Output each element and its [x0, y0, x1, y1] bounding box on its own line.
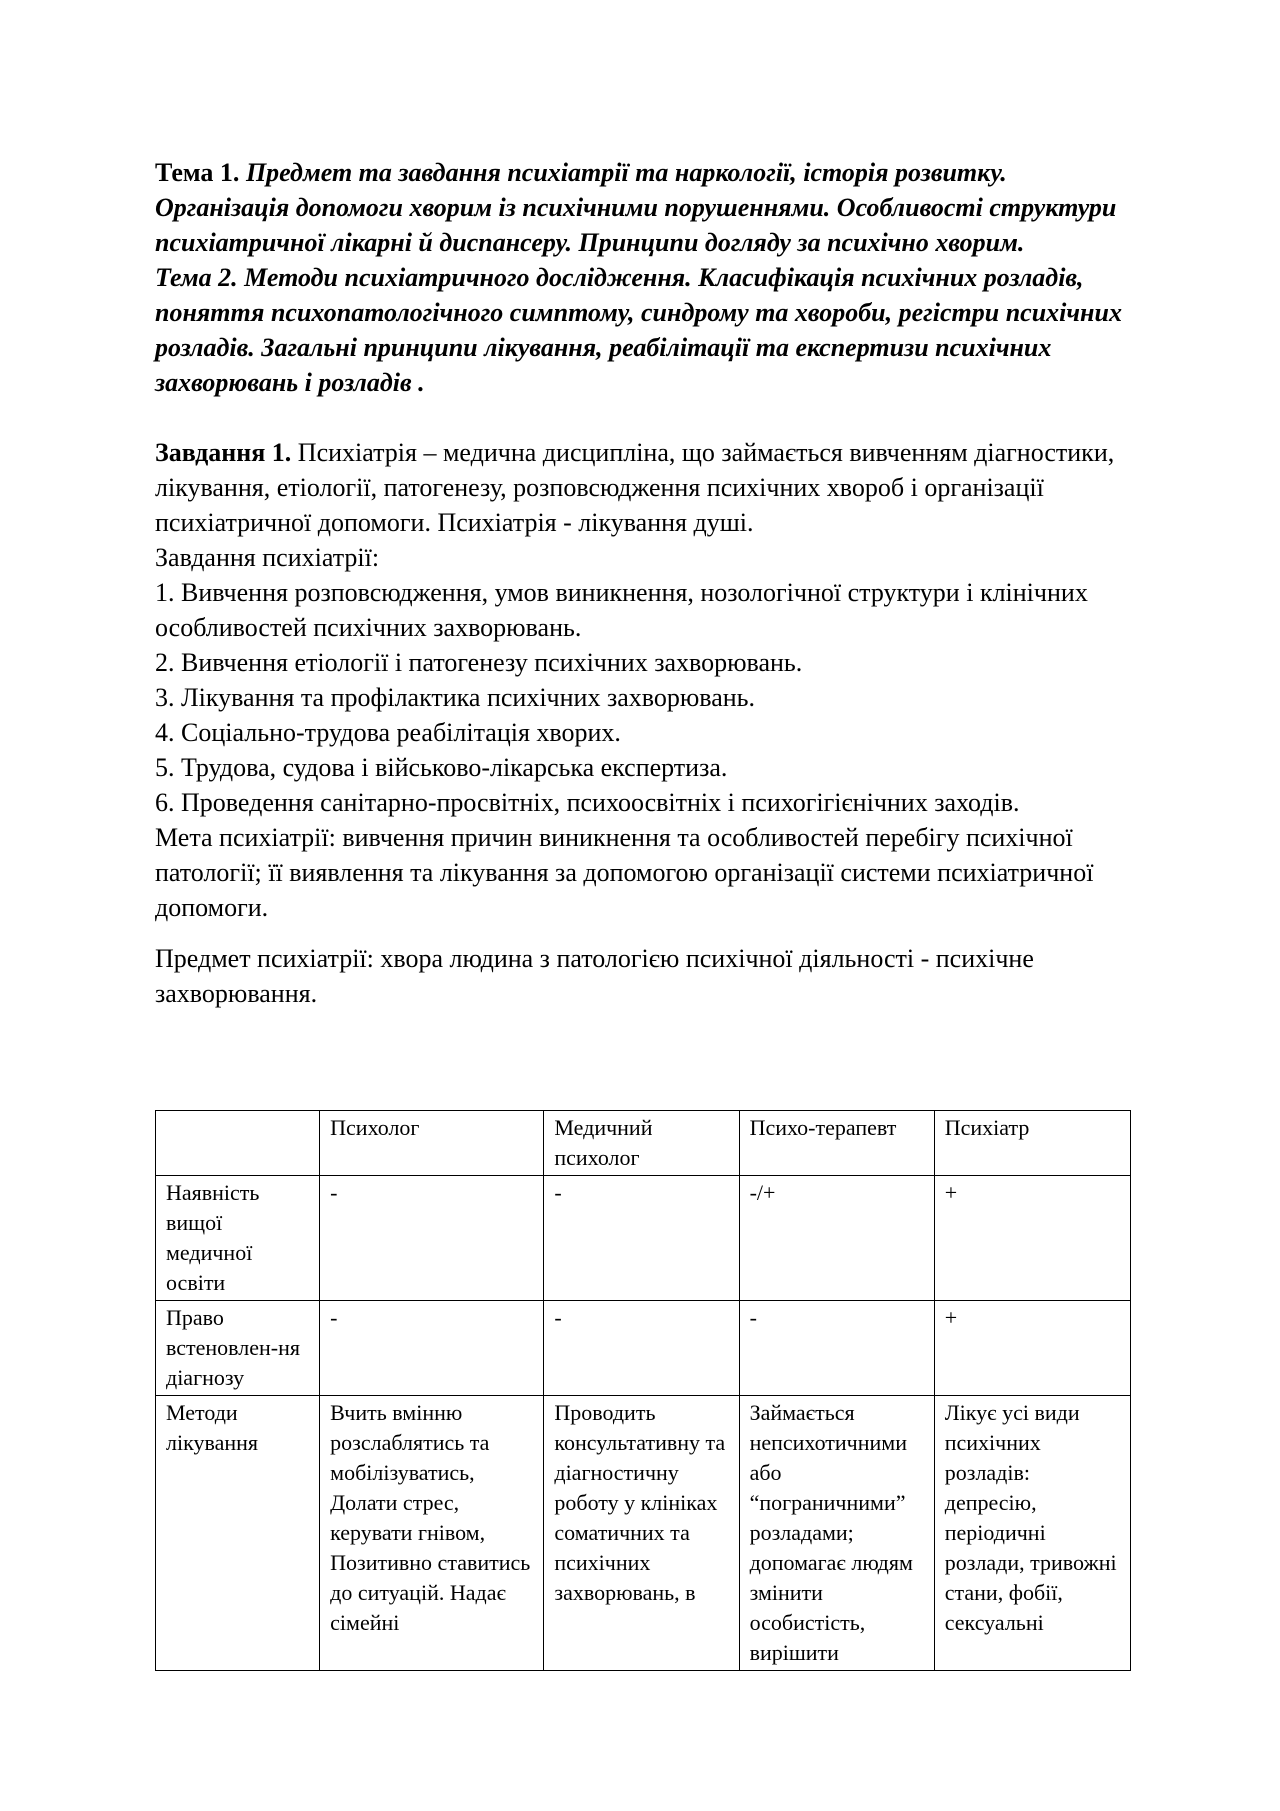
task-intro [155, 435, 1133, 540]
topic-2-title: Методи психіатричного дослідження. Класифікація психічних розладів, поняття психопатологічного симптому, синдрому та хвороби, регістри психічних розладів. Загальні принципи лікування, реабілітації та експертизи психічних захворювань і розладів . [155, 263, 1122, 397]
document-body [155, 155, 1133, 1011]
table-row [156, 1176, 1131, 1301]
comparison-table [155, 1110, 1131, 1671]
task-item-1: 1. Вивчення розповсюдження, умов виникнення, нозологічної структури і клінічних особливостей психічних захворювань. [155, 578, 1088, 642]
table-cell: Лікує усі види психічних розладів: депресію, періодичні розлади, тривожні стани, фобії, сексуальні [934, 1396, 1130, 1671]
table-row [156, 1396, 1131, 1671]
task-intro-text: Психіатрія – медична дисципліна, що займається вивченням діагностики, лікування, етіології, патогенезу, розповсюдження психічних хвороб і організації психіатричної допомоги. Психіатрія - лікування душі. [155, 438, 1115, 537]
table-cell: Право встеновлен-ня діагнозу [156, 1301, 320, 1396]
table-header-cell: Психо-терапевт [739, 1111, 934, 1176]
tasks-heading: Завдання психіатрії: [155, 543, 380, 572]
table-cell: - [739, 1301, 934, 1396]
topic-2 [155, 260, 1133, 400]
table-cell: Займається непсихотичними або “пограничними” розладами; допомагає людям змінити особистість, вирішити [739, 1396, 934, 1671]
table-header-row [156, 1111, 1131, 1176]
table-cell: - [320, 1176, 544, 1301]
purpose-paragraph: Мета психіатрії: вивчення причин виникнення та особливостей перебігу психічної патології; її виявлення та лікування за допомогою організації системи психіатричної допомоги. [155, 823, 1094, 922]
topic-1-title: Предмет та завдання психіатрії та наркології, історія розвитку. Організація допомоги хворим із психічними порушеннями. Особливості структури психіатричної лікарні й диспансеру. Принципи догляду за психічно хворим. [155, 158, 1117, 257]
topic-1 [155, 155, 1133, 260]
spacer [155, 400, 1133, 435]
task-item-5: 5. Трудова, судова і військово-лікарська експертиза. [155, 753, 728, 782]
table-header-cell: Психіатр [934, 1111, 1130, 1176]
table-header-cell [156, 1111, 320, 1176]
table-cell: - [544, 1301, 739, 1396]
table-cell: - [320, 1301, 544, 1396]
table-cell: Вчить вмінню розслаблятись та мобілізуватись, Долати стрес, керувати гнівом, Позитивно ставитись до ситуацій. Надає сімейні [320, 1396, 544, 1671]
table-cell: + [934, 1301, 1130, 1396]
table-cell: + [934, 1176, 1130, 1301]
task-item-2: 2. Вивчення етіології і патогенезу психічних захворювань. [155, 648, 803, 677]
topic-2-label: Тема 2. [155, 263, 238, 292]
table-row [156, 1301, 1131, 1396]
task-item-4: 4. Соціально-трудова реабілітація хворих. [155, 718, 621, 747]
table-header-cell: Психолог [320, 1111, 544, 1176]
topic-1-label: Тема 1. [155, 158, 240, 187]
table-cell: -/+ [739, 1176, 934, 1301]
table-cell: Проводить консультативну та діагностичну роботу у клініках соматичних та психічних захворювань, в [544, 1396, 739, 1671]
table-header-cell: Медичний психолог [544, 1111, 739, 1176]
task-label: Завдання 1. [155, 438, 292, 467]
subject-paragraph: Предмет психіатрії: хвора людина з патологією психічної діяльності - психічне захворювання. [155, 944, 1034, 1008]
task-item-6: 6. Проведення санітарно-просвітніх, психоосвітніх і психогігієнічних заходів. [155, 788, 1020, 817]
task-item-3: 3. Лікування та профілактика психічних захворювань. [155, 683, 756, 712]
table-cell: Наявність вищої медичної освіти [156, 1176, 320, 1301]
table-cell: - [544, 1176, 739, 1301]
table-cell: Методи лікування [156, 1396, 320, 1671]
